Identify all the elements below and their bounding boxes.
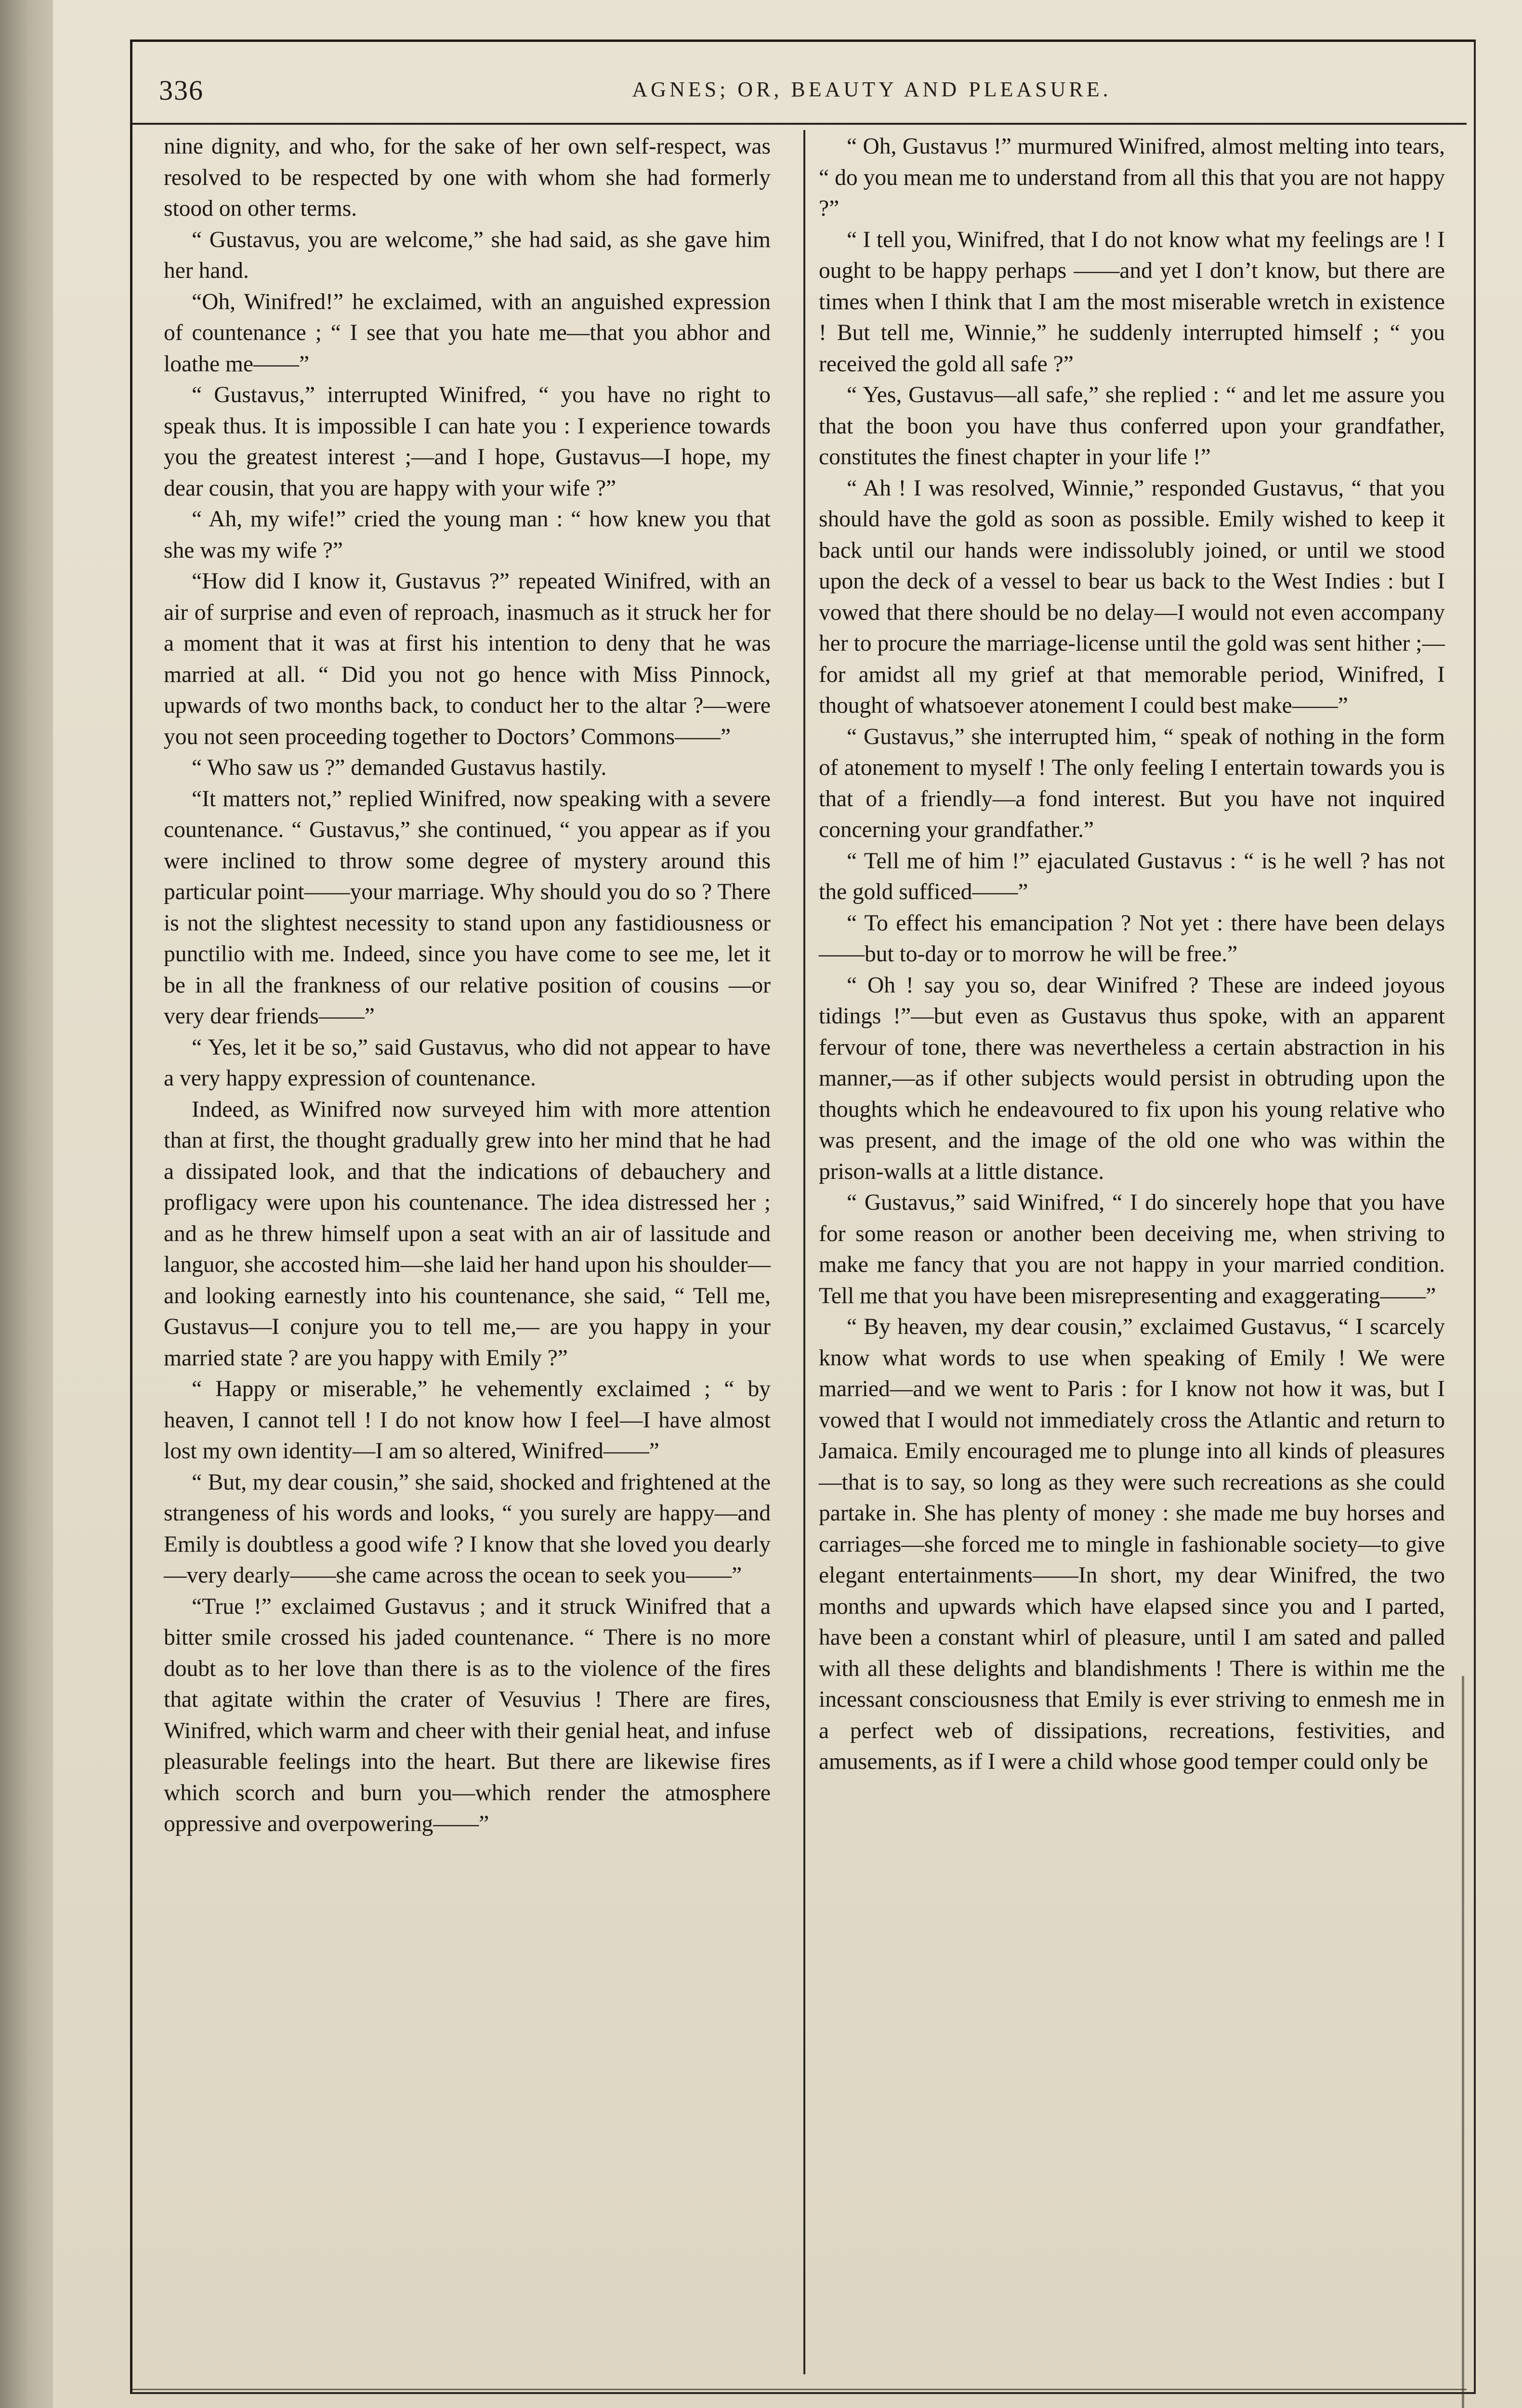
paragraph: “ Oh, Gustavus !” murmured Winifred, almost melting into tears, “ do you mean me to understand from all this that you are not happy ?” <box>819 134 1445 221</box>
page-header <box>159 67 1450 111</box>
paragraph: “Oh, Winifred!” he exclaimed, with an anguished expression of countenance ; “ I see that you hate me—that you abhor and loathe me——” <box>164 289 771 377</box>
paragraph: “ Gustavus, you are welcome,” she had said, as she gave him her hand. <box>164 227 771 283</box>
bottom-rule <box>132 2389 1467 2390</box>
paragraph: “ Who saw us ?” demanded Gustavus hastily. <box>192 755 607 780</box>
paragraph: “ Yes, let it be so,” said Gustavus, who did not appear to have a very happy expression of countenance. <box>164 1034 771 1091</box>
paragraph: “ Ah ! I was resolved, Winnie,” responded Gustavus, “ that you should have the gold as soon as possible. Emily wished to keep it back until our hands were indissolubly joined, or until we stood upon the deck of a vessel to bear us back to the West Indies : but I vowed that there should be no delay—I would not even accompany her to procure the marriage-license until the gold was sent hither ;—for amidst all my grief at that memorable period, Winifred, I thought of whatsoever atonement I could best make——” <box>819 475 1445 718</box>
margin-bar <box>1462 1676 1464 2408</box>
paragraph: “ Gustavus,” said Winifred, “ I do sincerely hope that you have for some reason or another been deceiving me, when striving to make me fancy that you are not happy in your married condition. Tell me that you have been misrepresenting and exaggerating——” <box>819 1190 1445 1309</box>
paragraph: “True !” exclaimed Gustavus ; and it struck Winifred that a bitter smile crossed his jaded countenance. “ There is no more doubt as to her love than there is as to the violence of the fires that agitate within the crater of Vesuvius ! There are fires, Winifred, which warm and cheer with their genial heat, and infuse pleasurable feelings into the heart. But there are likewise fires which scorch and burn you—which render the atmosphere oppressive and overpowering——” <box>164 1594 771 1836</box>
left-column <box>164 131 771 2356</box>
page-number: 336 <box>159 75 204 106</box>
header-rule <box>132 123 1467 125</box>
paragraph: “ By heaven, my dear cousin,” exclaimed Gustavus, “ I scarcely know what words to use when speaking of Emily ! We were married—and we went to Paris : for I know not how it was, but I vowed that I would not immediately cross the Atlantic and return to Jamaica. Emily encouraged me to plunge into all kinds of pleasures—that is to say, so long as they were such recreations as she could partake in. She has plenty of money : she made me buy horses and carriages—she forced me to mingle in fashionable society—to give elegant entertainments——In short, my dear Winifred, the two months and upwards which have elapsed since you and I parted, have been a constant whirl of pleasure, until I am sated and palled with all these delights and blandishments ! There is within me the incessant consciousness that Emily is ever striving to enmesh me in a perfect web of dissipations, recreations, festivities, and amusements, as if I were a child whose good temper could only be <box>819 1314 1445 1774</box>
paragraph: “ Tell me of him !” ejaculated Gustavus : “ is he well ? has not the gold sufficed——” <box>819 848 1445 904</box>
paragraph: “ Oh ! say you so, dear Winifred ? These are indeed joyous tidings !”—but even as Gustavus thus spoke, with an apparent fervour of tone, there was nevertheless a certain abstraction in his manner,—as if other subjects would persist in obtruding upon the thoughts which he endeavoured to fix upon his young relative who was present, and the image of the old one who was within the prison-walls at a little distance. <box>819 972 1445 1184</box>
paragraph: “ I tell you, Winifred, that I do not know what my feelings are ! I ought to be happy perhaps ——and yet I don’t know, but there are times when I think that I am the most miserable wretch in existence ! But tell me, Winnie,” he suddenly interrupted himself ; “ you received the gold all safe ?” <box>819 227 1445 377</box>
right-column <box>819 131 1445 2356</box>
paragraph: “ But, my dear cousin,” she said, shocked and frightened at the strangeness of his words and looks, “ you surely are happy—and Emily is doubtless a good wife ? I know that she loved you dearly—very dearly——she came across the ocean to seek you——” <box>164 1469 771 1588</box>
paragraph: “ Gustavus,” interrupted Winifred, “ you have no right to speak thus. It is impossible I can hate you : I experience towards you the greatest interest ;—and I hope, Gustavus—I hope, my dear cousin, that you are happy with your wife ?” <box>164 382 771 501</box>
paragraph: “ Happy or miserable,” he vehemently exclaimed ; “ by heaven, I cannot tell ! I do not know how I feel—I have almost lost my own identity—I am so altered, Winifred——” <box>164 1376 771 1464</box>
running-head: AGNES; OR, BEAUTY AND PLEASURE. <box>632 78 1112 101</box>
page-edge-shadow <box>0 0 53 2408</box>
paragraph: “ Ah, my wife!” cried the young man : “ how knew you that she was my wife ?” <box>164 507 771 563</box>
paragraph: nine dignity, and who, for the sake of her own self-respect, was resolved to be respected by one with whom she had formerly stood on other terms. <box>164 134 771 221</box>
paragraph: “ Gustavus,” she interrupted him, “ speak of nothing in the form of atonement to myself ! The only feeling I entertain towards you is that of a friendly—a fond interest. But you have not inquired concerning your grandfather.” <box>819 724 1445 842</box>
paragraph: “It matters not,” replied Winifred, now speaking with a severe countenance. “ Gustavus,” she continued, “ you appear as if you were inclined to throw some degree of mystery around this particular point——your marriage. Why should you do so ? There is not the slightest necessity to stand upon any fastidiousness or punctilio with me. Indeed, since you have come to see me, let it be in all the frankness of our relative position of cousins —or very dear friends——” <box>164 786 771 1029</box>
paragraph: “How did I know it, Gustavus ?” repeated Winifred, with an air of surprise and even of reproach, inasmuch as it struck her for a moment that it was at first his intention to deny that he was married at all. “ Did you not go hence with Miss Pinnock, upwards of two months back, to conduct her to the altar ?—were you not seen proceeding together to Doctors’ Commons——” <box>164 569 771 749</box>
paragraph: “ Yes, Gustavus—all safe,” she replied : “ and let me assure you that the boon you have thus conferred upon your grandfather, constitutes the finest chapter in your life !” <box>819 382 1445 470</box>
paragraph: Indeed, as Winifred now surveyed him with more attention than at first, the thought gradually grew into her mind that he had a dissipated look, and that the indications of debauchery and profligacy were upon his countenance. The idea distressed her ; and as he threw himself upon a seat with an air of lassitude and languor, she accosted him—she laid her hand upon his shoulder—and looking earnestly into his countenance, she said, “ Tell me, Gustavus—I conjure you to tell me,— are you happy in your married state ? are you happy with Emily ?” <box>164 1097 771 1371</box>
paragraph: “ To effect his emancipation ? Not yet : there have been delays——but to-day or to morrow he will be free.” <box>819 910 1445 967</box>
column-divider <box>803 130 805 2374</box>
